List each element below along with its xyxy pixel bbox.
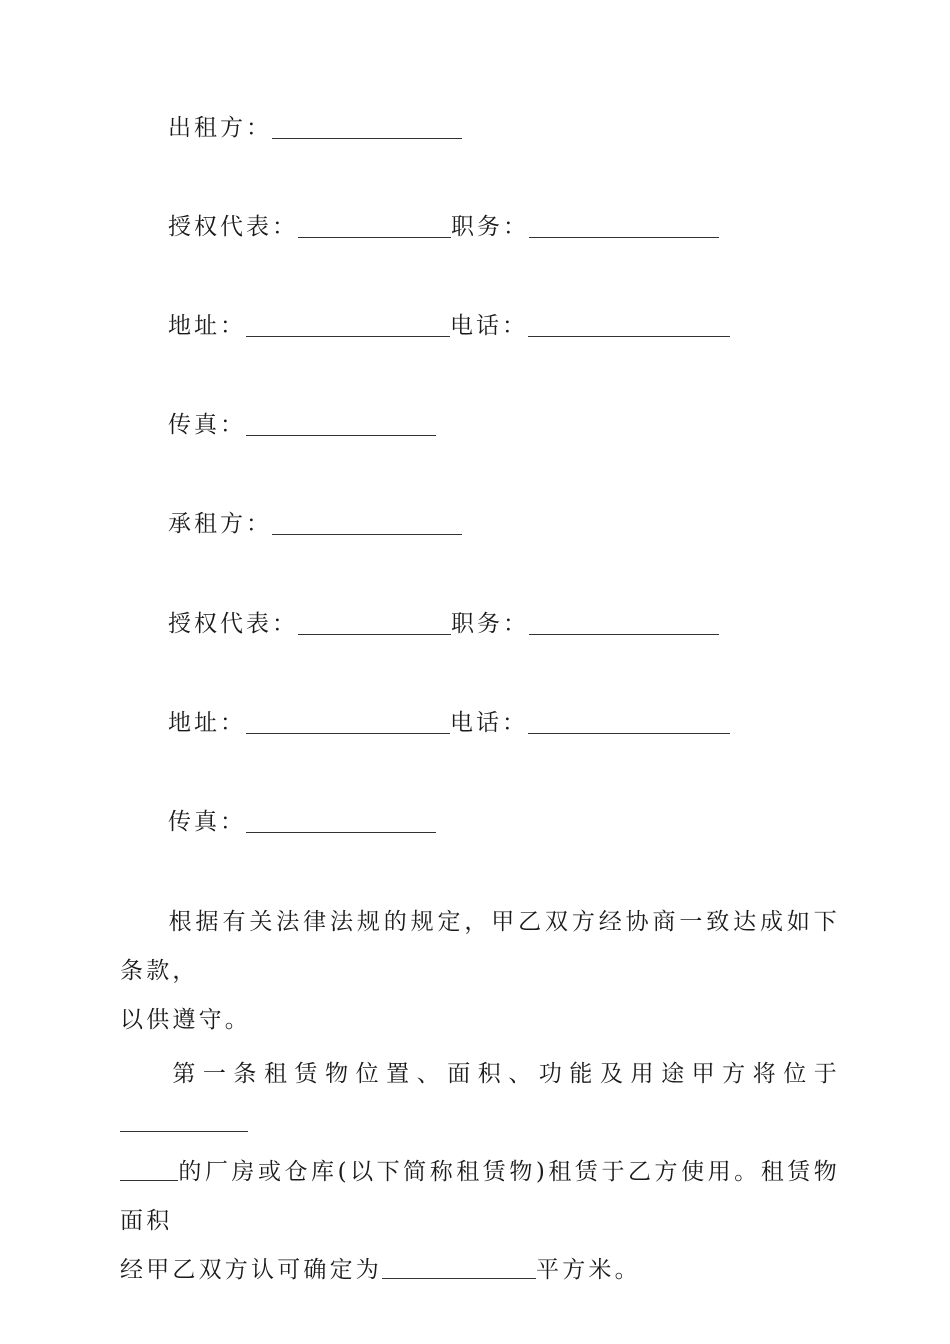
lessor-phone-blank[interactable] [528, 314, 730, 337]
lessor-address-row [168, 310, 730, 342]
lessee-rep-blank[interactable] [298, 612, 451, 635]
lessor-title-blank[interactable] [529, 215, 719, 238]
article1-area-blank[interactable] [382, 1252, 536, 1279]
lessee-fax-row [168, 806, 436, 838]
lessee-rep-row [168, 608, 719, 640]
lessor-rep-blank[interactable] [298, 215, 451, 238]
lessee-fax-label: 传真： [168, 809, 246, 835]
lessee-phone-label: 电话： [450, 710, 528, 736]
lessor-address-blank[interactable] [246, 314, 450, 337]
lessee-title-blank[interactable] [529, 612, 719, 635]
lessor-rep-label: 授权代表： [168, 214, 298, 240]
lessee-title-label: 职务： [451, 611, 529, 637]
article1-line1-text: 第一条租赁物位置、面积、功能及用途甲方将位于 [168, 1061, 840, 1087]
lessor-address-label: 地址： [168, 313, 246, 339]
article1-line3-end: 平方米。 [536, 1257, 641, 1283]
preamble-paragraph [120, 898, 840, 1045]
lessor-fax-blank[interactable] [246, 413, 436, 436]
lessor-rep-row [168, 211, 719, 243]
preamble-line2: 以供遵守。 [120, 1007, 251, 1033]
article1-location-blank-cont[interactable] [120, 1154, 178, 1181]
lessor-fax-label: 传真： [168, 412, 246, 438]
lessee-fax-blank[interactable] [246, 810, 436, 833]
lessee-address-row [168, 707, 730, 739]
lessor-phone-label: 电话： [450, 313, 528, 339]
article1-line3-text: 经甲乙双方认可确定为 [120, 1257, 382, 1283]
lessee-party-label: 承租方： [168, 511, 272, 537]
lessee-party-row [168, 508, 462, 540]
lessee-address-label: 地址： [168, 710, 246, 736]
lessor-party-row [168, 112, 462, 144]
article1-paragraph [120, 1050, 840, 1295]
lessee-party-blank[interactable] [272, 512, 462, 535]
article1-location-blank[interactable] [120, 1105, 248, 1132]
article1-line2-text: 的厂房或仓库(以下简称租赁物)租赁于乙方使用。租赁物面积 [120, 1159, 840, 1234]
lessor-party-blank[interactable] [272, 116, 462, 139]
lessor-party-label: 出租方： [168, 115, 272, 141]
lessor-title-label: 职务： [451, 214, 529, 240]
lessee-phone-blank[interactable] [528, 711, 730, 734]
lessee-address-blank[interactable] [246, 711, 450, 734]
lessee-rep-label: 授权代表： [168, 611, 298, 637]
lessor-fax-row [168, 409, 436, 441]
preamble-line1: 根据有关法律法规的规定，甲乙双方经协商一致达成如下条款， [120, 909, 840, 984]
